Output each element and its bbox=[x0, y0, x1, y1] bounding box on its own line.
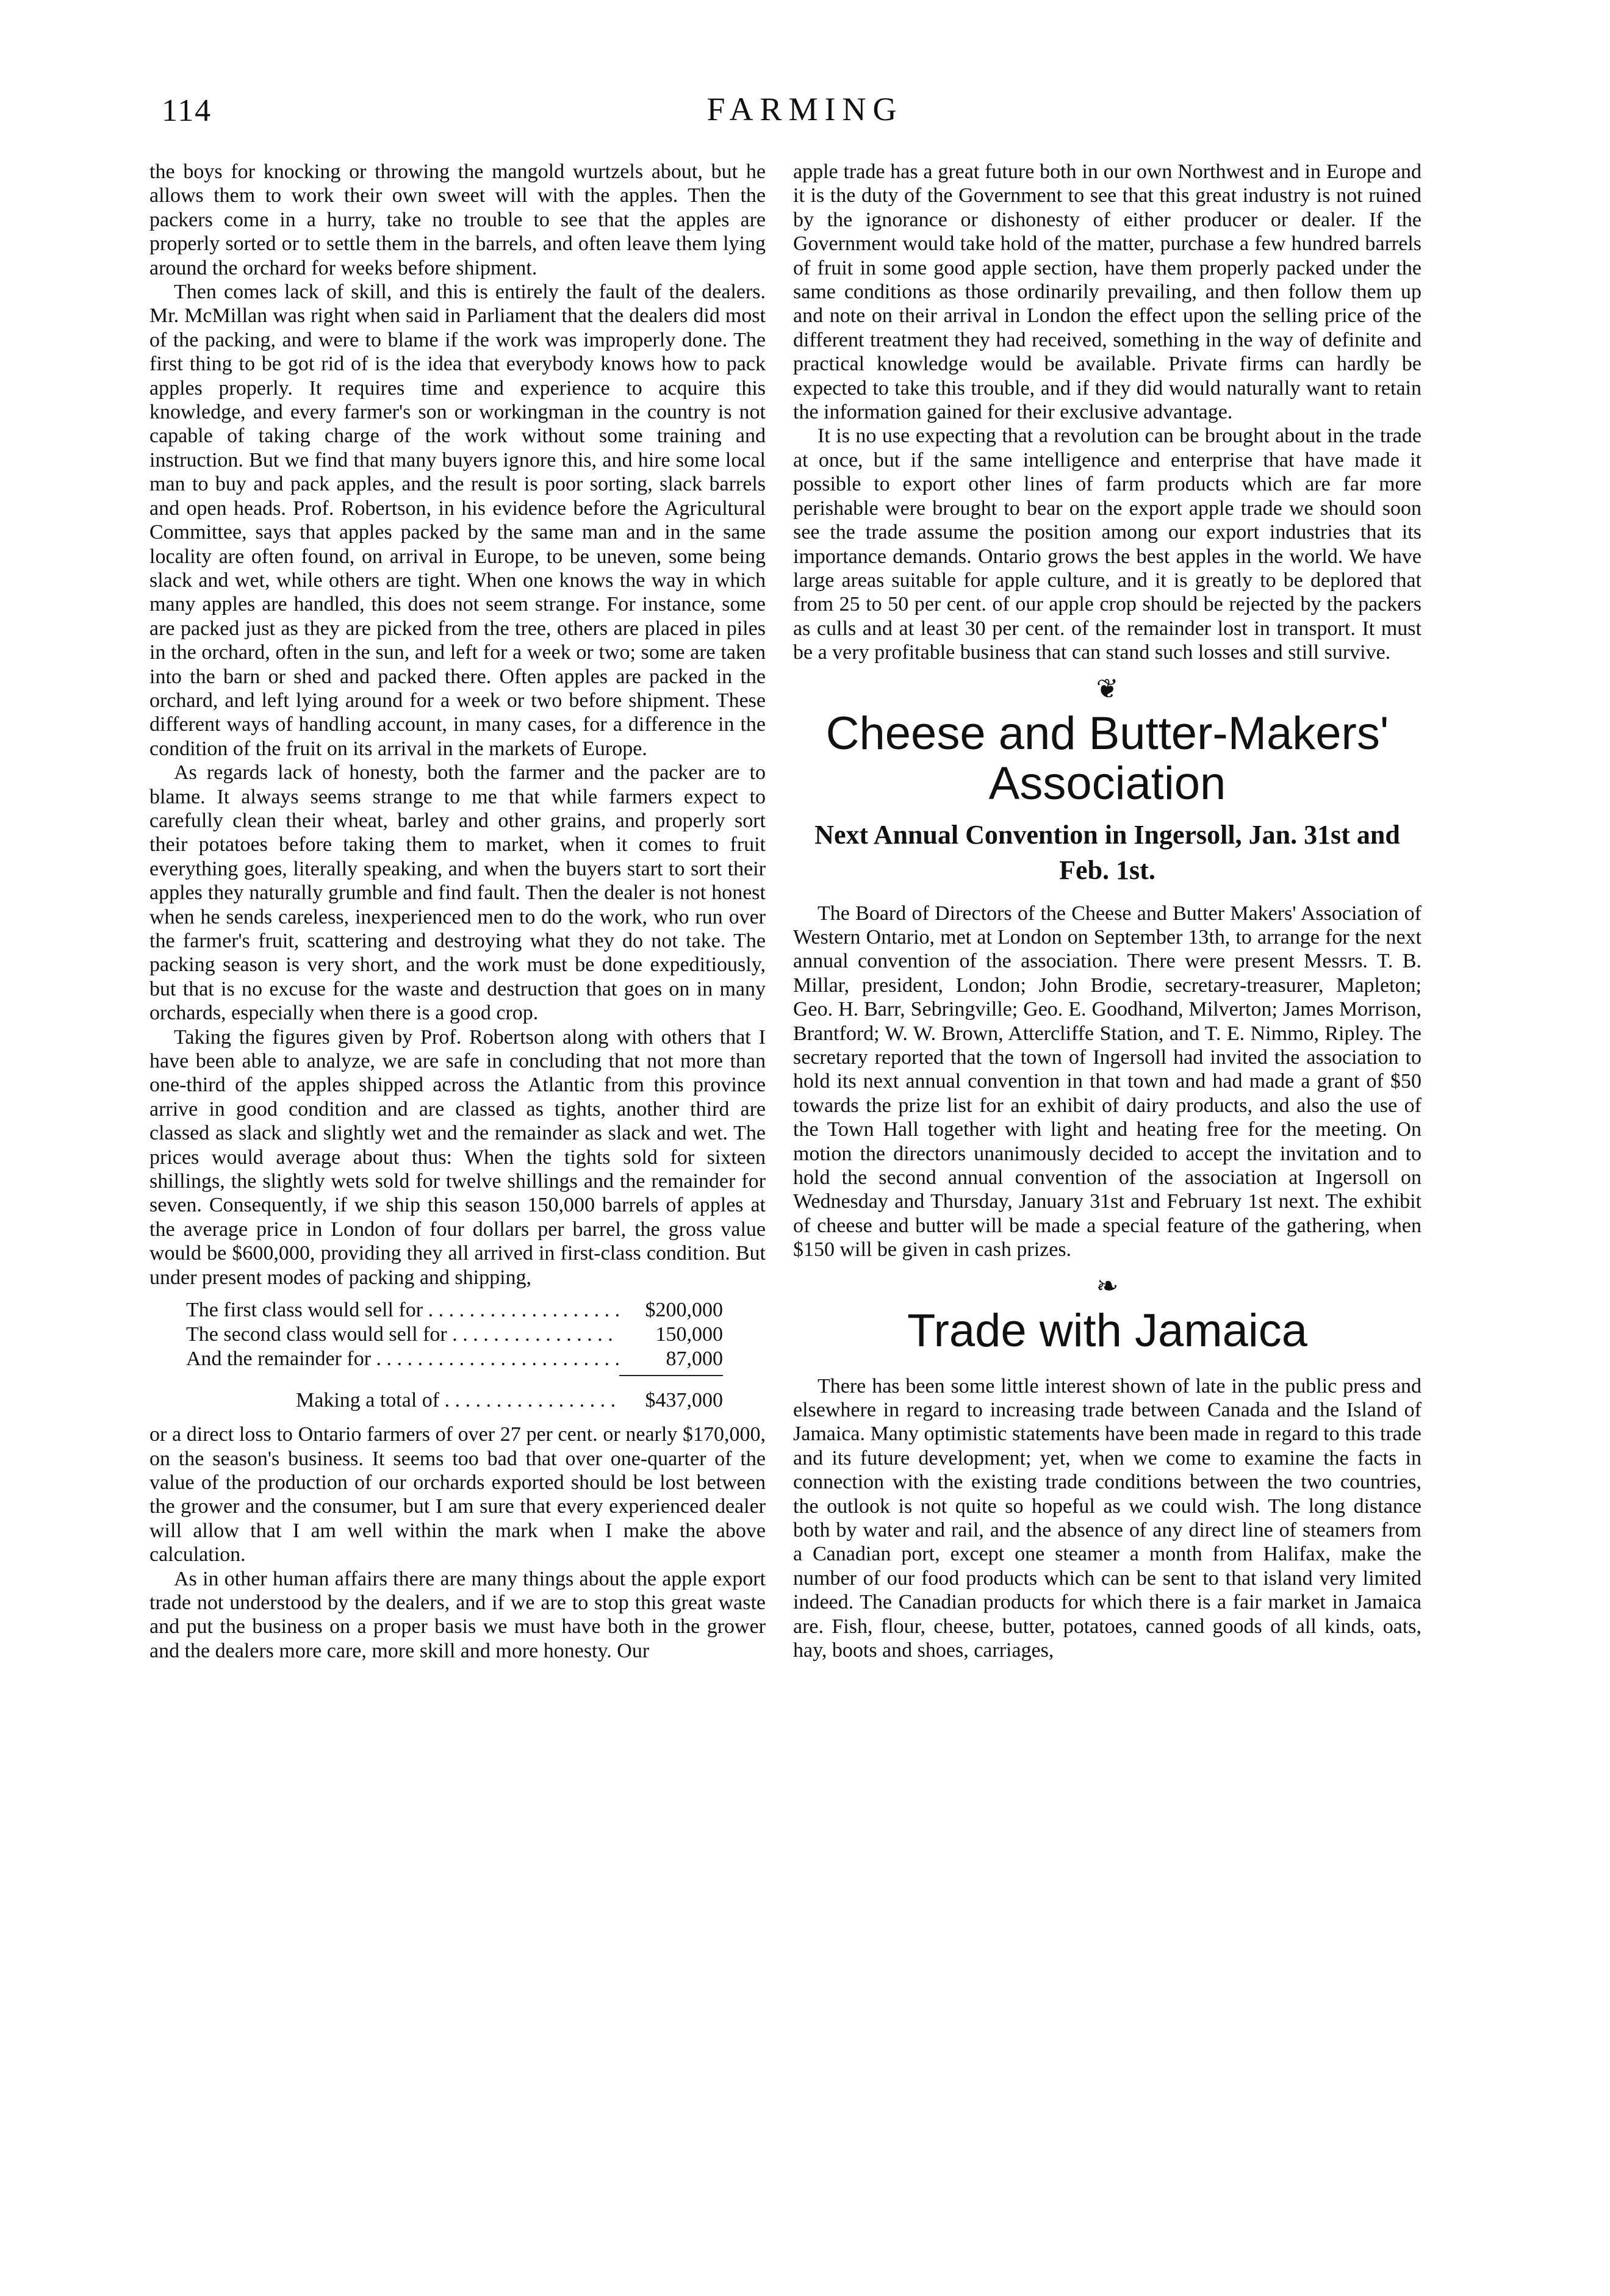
paragraph: Then comes lack of skill, and this is entirely the fault of the dealers. Mr. McMillan was right when said in Parliament that the dealers did most of the packing, and were to blame if the work was improperly done. The first thing to be got rid of is the idea that everybody knows how to pack apples properly. It requires time and experience to acquire this knowledge, and every farmer's son or workingman in the country is not capable of taking charge of the work without some training and instruction. But we find that many buyers ignore this, and hire some local man to buy and pack apples, and the result is poor sorting, slack barrels and open heads. Prof. Robertson, in his evidence before the Agricultural Committee, says that apples packed by the same man and in the same locality are often found, on arrival in Europe, to be uneven, some being slack and wet, while others are tight. When one knows the way in which many apples are handled, this does not seem strange. For instance, some are packed just as they are picked from the tree, others are placed in piles in the orchard, often in the sun, and left for a week or two; some are taken into the barn or shed and packed there. Often apples are packed in the orchard, and left lying around for a week or two before shipment. These different ways of handling account, in many cases, for a difference in the condition of the fruit on its arrival in the markets of Europe. bbox=[149, 281, 766, 760]
tally-label: The first class would sell for . . . bbox=[186, 1298, 619, 1322]
cheese-article-body: The Board of Directors of the Cheese and Butter Makers' Association of Western Ontario, met at London on September 13th, to arrange for the next annual convention of the association. There were present Messrs. T. B. Millar, president, London; John Brodie, secretary-treasurer, Mapleton; Geo. H. Barr, Sebringville; Geo. E. Goodhand, Milverton; James Morrison, Brantford; W. W. Brown, Attercliffe Station, and T. E. Nimmo, Ripley. The secretary reported that the town of Ingersoll had invited the association to hold its next annual convention in that town and had made a grant of $50 towards the prize list for an exhibit of dairy products, and also the use of the Town Hall together with light and heating free for the meeting. On motion the directors unanimously decided to accept the invitation and to hold the second annual convention of the association at Ingersoll on Wednesday and Thursday, January 31st and February 1st next. The exhibit of cheese and butter will be made a special feature of the gathering, when $150 will be given in cash prizes. bbox=[793, 902, 1421, 1261]
tally-total-label: Making a total of . . . bbox=[296, 1388, 619, 1413]
paragraph: apple trade has a great future both in our own Northwest and in Europe and it is the duty of the Government to see that this great industry is not ruined by the ignorance or dishonesty of either producer or dealer. If the Government would take hold of the matter, purchase a few hundred barrels of fruit in some good apple section, have them properly packed under the same conditions as those ordinarily prevailing, and then follow them up and note on their arrival in London the effect upon the selling price of the different treatment they had received, something in the way of definite and practical knowledge would be available. Private firms can hardly be expected to take this trouble, and if they did would naturally want to retain the information gained for their exclusive advantage. bbox=[793, 160, 1421, 424]
page-number: 114 bbox=[162, 93, 212, 128]
tally-amount: 150,000 bbox=[619, 1322, 723, 1347]
tally-amount: $200,000 bbox=[619, 1298, 723, 1322]
paragraph: the boys for knocking or throwing the mangold wurtzels about, but he allows them to work their own sweet will with the apples. Then the packers come in a hurry, take no trouble to see that the apples are properly sorted or to settle them in the barrels, and often leave them lying around the orchard for weeks before shipment. bbox=[149, 160, 766, 279]
paragraph: Taking the figures given by Prof. Robertson along with others that I have been able to analyze, we are safe in concluding that not more than one-third of the apples shipped across the Atlantic from this province arrive in good condition and are classed as tights, another third are classed as slack and slightly wet and the remainder as slack and wet. The prices would average about thus: When the tights sold for sixteen shillings, the slightly wets sold for twelve shillings and the remainder for seven. Consequently, if we ship this season 150,000 barrels of apples at the average price in London of four dollars per barrel, the gross value would be $600,000, providing they all arrived in first-class condition. But under present modes of packing and shipping, bbox=[149, 1025, 766, 1289]
tally-row bbox=[186, 1347, 723, 1371]
loss-tally bbox=[186, 1298, 766, 1413]
paragraph: or a direct loss to Ontario farmers of over 27 per cent. or nearly $170,000, on the season's business. It seems too bad that over one-quarter of the value of the production of our orchards exported should be lost between the grower and the consumer, but I am sure that every experienced dealer will allow that I am well within the mark when I make the above calculation. bbox=[149, 1423, 766, 1566]
left-column bbox=[149, 160, 766, 1663]
paragraph: It is no use expecting that a revolution can be brought about in the trade at once, but if the same intelligence and enterprise that have made it possible to export other lines of farm products which are far more perishable were brought to bear on the export apple trade we should soon see the trade assume the position among our export industries that its importance demands. Ontario grows the best apples in the world. We have large areas suitable for apple culture, and it is greatly to be deplored that from 25 to 50 per cent. of our apple crop should be rejected by the packers as culls and at least 30 per cent. of the remainder lost in transport. It must be a very profitable business that can stand such losses and still survive. bbox=[793, 425, 1421, 664]
tally-total-amount: $437,000 bbox=[619, 1388, 723, 1413]
running-head: FARMING bbox=[706, 91, 904, 127]
tally-label: The second class would sell for . . . bbox=[186, 1322, 619, 1347]
jamaica-article-body: There has been some little interest shown of late in the public press and elsewhere in regard to increasing trade between Canada and the Island of Jamaica. Many optimistic statements have been made in regard to this trade and its future development; yet, when we come to examine the facts in connection with the existing trade conditions between the two countries, the outlook is not quite so hopeful as we could wish. The long distance both by water and rail, and the absence of any direct line of steamers from a Canadian port, except one steamer a month from Halifax, make the number of our food products which can be sent to that island very limited indeed. The Canadian products for which there is a fair market in Jamaica are. Fish, flour, cheese, butter, potatoes, canned goods of all kinds, oats, hay, boots and shoes, carriages, bbox=[793, 1374, 1421, 1662]
jamaica-article-title: Trade with Jamaica bbox=[907, 1304, 1308, 1357]
tally-rule bbox=[619, 1375, 723, 1376]
tally-total-row bbox=[296, 1388, 723, 1413]
right-column bbox=[793, 160, 1421, 1663]
tally-label: And the remainder for . . . bbox=[186, 1347, 619, 1371]
spacer bbox=[793, 1356, 1421, 1374]
tally-row bbox=[186, 1298, 723, 1322]
ornament-fleuron-icon: ❧ bbox=[1096, 1271, 1119, 1301]
paragraph: As regards lack of honesty, both the farmer and the packer are to blame. It always seems strange to me that while farmers expect to carefully clean their wheat, barley and other grains, and properly sort their potatoes before taking them to market, when it comes to fruit everything goes, literally speaking, and when the buyers start to sort their apples they naturally grumble and find fault. Then the dealer is not honest when he sends careless, inexperienced men to do the work, who run over the farmer's fruit, scattering and destroying what they do not take. The packing season is very short, and the work must be done expeditiously, but that is no excuse for the waste and destruction that goes on in many orchards, especially when there is a good crop. bbox=[149, 761, 766, 1025]
cheese-article-title: Cheese and Butter-Makers' Association bbox=[825, 707, 1389, 809]
tally-amount: 87,000 bbox=[619, 1347, 723, 1371]
paragraph: As in other human affairs there are many things about the apple export trade not understood by the dealers, and if we are to stop this great waste and put the business on a proper basis we must have both in the grower and the dealers more care, more skill and more honesty. Our bbox=[149, 1567, 766, 1662]
ornament-fleuron-icon: ❦ bbox=[1096, 673, 1119, 704]
tally-row bbox=[186, 1322, 723, 1347]
cheese-article-subtitle: Next Annual Convention in Ingersoll, Jan. 31st and Feb. 1st. bbox=[814, 819, 1400, 885]
